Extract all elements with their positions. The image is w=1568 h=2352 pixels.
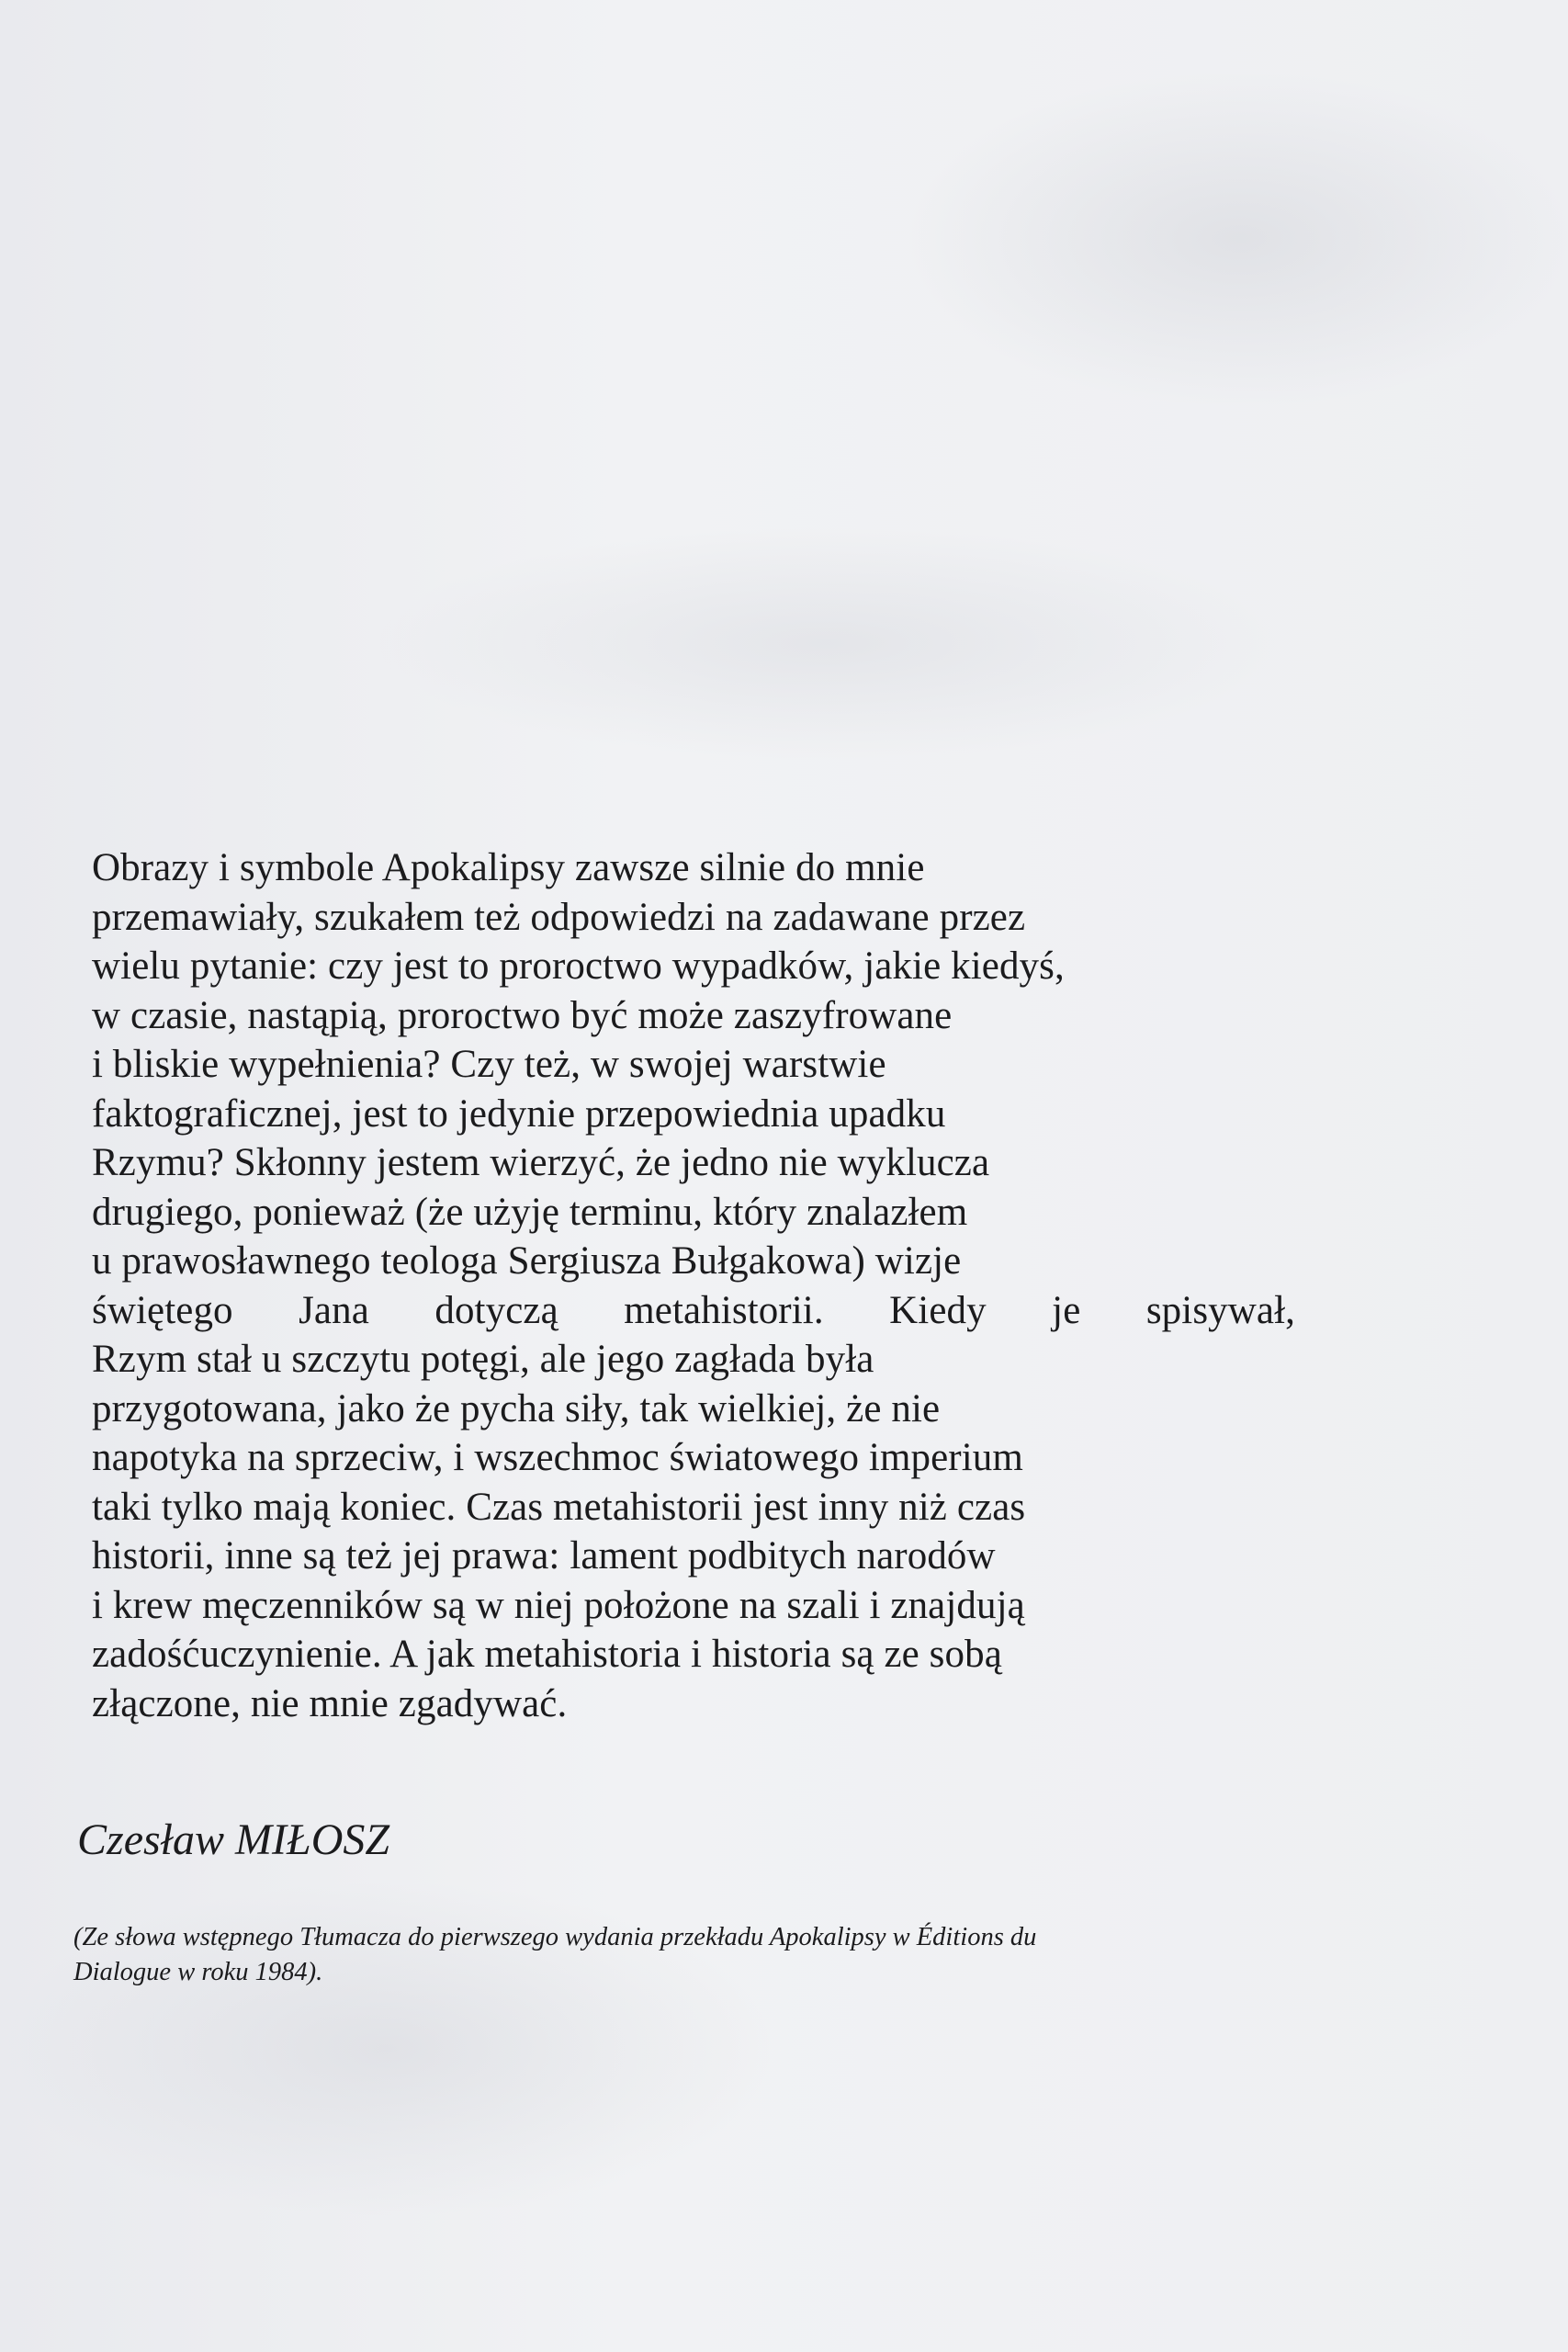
paragraph-line: Rzym stał u szczytu potęgi, ale jego zagłada była xyxy=(92,1338,874,1381)
source-note-line: Dialogue w roku 1984). xyxy=(73,1958,323,1986)
paragraph-line: historii, inne są też jej prawa: lament podbitych narodów xyxy=(92,1534,996,1577)
source-note-line: (Ze słowa wstępnego Tłumacza do pierwszego wydania przekładu Apokalipsy w Éditions du xyxy=(73,1923,1037,1951)
paragraph-line: złączone, nie mnie zgadywać. xyxy=(92,1681,568,1725)
paragraph-line: drugiego, ponieważ (że użyję terminu, który znalazłem xyxy=(92,1190,968,1234)
paragraph-line: i krew męczenników są w niej położone na szali i znajdują xyxy=(92,1583,1025,1627)
paragraph-line: świętego Jana dotyczą metahistorii. Kiedy je spisywał, xyxy=(92,1288,1295,1332)
quote-paragraph xyxy=(92,843,1396,1728)
paragraph-line: wielu pytanie: czy jest to proroctwo wypadków, jakie kiedyś, xyxy=(92,944,1065,988)
paragraph-line: napotyka na sprzeciw, i wszechmoc światowego imperium xyxy=(92,1436,1023,1479)
paragraph-line: i bliskie wypełnienia? Czy też, w swojej warstwie xyxy=(92,1043,886,1086)
source-note xyxy=(73,1920,1378,1990)
paragraph-line: w czasie, nastąpią, proroctwo być może zaszyfrowane xyxy=(92,993,953,1037)
author-signature xyxy=(77,1815,389,1865)
paragraph-line: Obrazy i symbole Apokalipsy zawsze silnie do mnie xyxy=(92,846,925,889)
paragraph-line: przemawiały, szukałem też odpowiedzi na zadawane przez xyxy=(92,895,1026,939)
paragraph-line: faktograficznej, jest to jedynie przepowiednia upadku xyxy=(92,1091,946,1136)
author-last-name: MIŁOSZ xyxy=(235,1815,390,1864)
paragraph-line: Rzymu? Skłonny jestem wierzyć, że jedno nie wyklucza xyxy=(92,1141,990,1184)
paragraph-line: zadośćuczynienie. A jak metahistoria i historia są ze sobą xyxy=(92,1633,1002,1676)
paragraph-line: u prawosławnego teologa Sergiusza Bułgakowa) wizje xyxy=(92,1239,962,1283)
author-first-name: Czesław xyxy=(77,1815,225,1864)
paragraph-line: taki tylko mają koniec. Czas metahistorii jest inny niż czas xyxy=(92,1485,1026,1529)
paragraph-line: przygotowana, jako że pycha siły, tak wielkiej, że nie xyxy=(92,1386,941,1430)
